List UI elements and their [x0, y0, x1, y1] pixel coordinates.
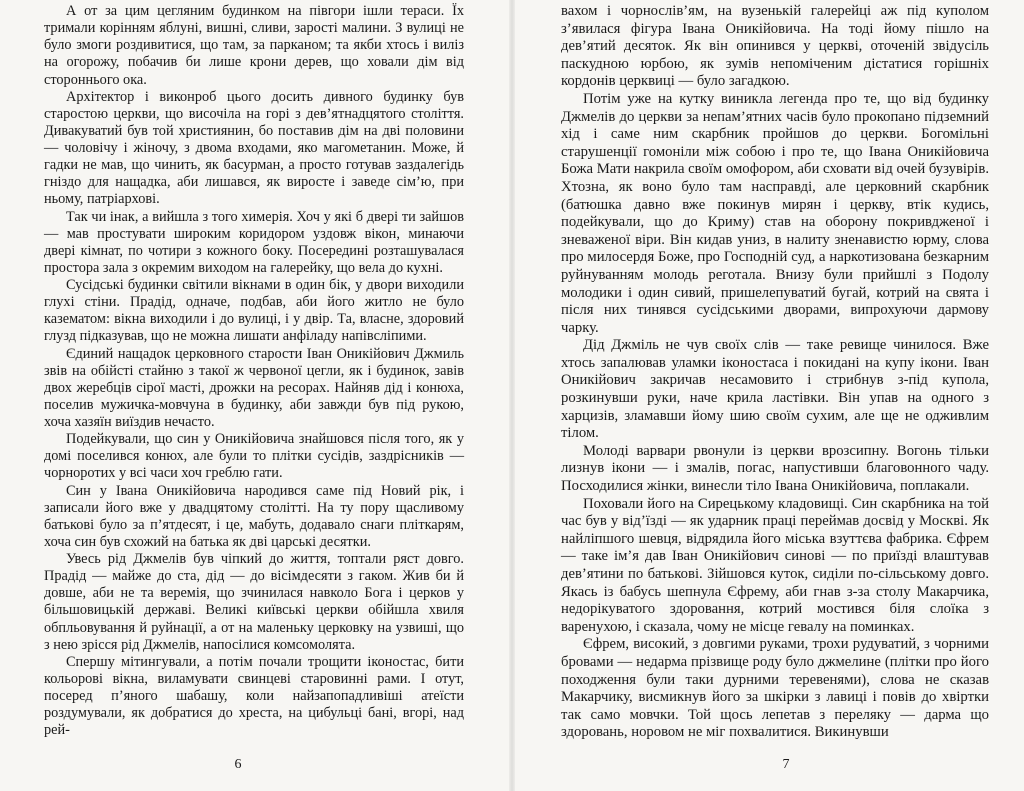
paragraph: Єфрем, високий, з довгими руками, трохи рудуватий, з чорними бровами — недарма прізвище роду було джмелине (плітки про його походження були таки дурними теревенями), слова не сказав Макарчику, висмикнув його за шкірки з лавиці і повів до хвіртки так само мовчки. Той щось лепетав з переляку — дарма що здоровань, норовом не міг похвалитися. Викинувши [561, 636, 989, 741]
right-page [512, 0, 1024, 791]
page-number: 7 [782, 757, 790, 772]
paragraph: Поховали його на Сирецькому кладовищі. Син скарбника на той час був у від’їзді — як ударник праці переймав досвід у Москві. Як найліпшого шевця, відрядила його міська взуттєва фабрика. Єфрем — таке ім’я дав Іван Оникійович синові — по приїзді влаштував дев’ятини по батькові. Зійшовся куток, сиділи по-сільському довго. Якась із бабусь шепнула Єфрему, аби гнав з-за столу Макарчика, недорікуватого здоровання, котрий мостився біля слоїка з варенухою, і сказала, чому не місце гевалу на поминках. [561, 495, 989, 635]
paragraph: Подейкували, що син у Оникійовича знайшовся після того, як у домі поселився конюх, але були то плітки сусідів, заздрісників — чорноротих у всі часи хоч греблю гати. [44, 431, 464, 482]
paragraph: Спершу мітингували, а потім почали трощити іконостас, бити кольорові вікна, виламувати свинцеві старовинні рами. І отут, посеред п’яного шабашу, коли найзапопадливіші атеїсти роздумували, як добратися до хреста, на цибульці бані, вгорі, над рей- [44, 653, 464, 739]
paragraph: А от за цим цегляним будинком на півгори ішли тераси. Їх тримали корінням яблуні, вишні, сливи, зарості малини. З вулиці не було змоги роздивитися, що там, за парканом; та якби хтось і виліз на огорожу, побачив би лише крони дерев, що ховали дім від стороннього ока. [44, 3, 464, 88]
page-number: 6 [234, 757, 242, 772]
paragraph: Сусідські будинки світили вікнами в один бік, у двори виходили глухі стіни. Прадід, одначе, подбав, аби його житло не було казематом: вікна виходили і до вулиці, і у двір. Та, власне, здоровий глузд підказував, що не можна лишати анфіладу напівсліпими. [44, 277, 464, 345]
paragraph: Дід Джміль не чув своїх слів — таке ревище чинилося. Вже хтось запалював уламки іконостаса і покидані на купу ікони. Іван Оникійович закричав несамовито і стрибнув з-під купола, розкинувши руки, наче крила ластівки. Він упав на одного з харцизів, зламавши йому шию своїм сухим, але ще не одживлим тілом. [561, 337, 989, 442]
paragraph: Син у Івана Оникійовича народився саме під Новий рік, і записали його вже у двадцятому столітті. На ту пору щасливому батькові було за п’ятдесят, і це, мабуть, додавало снаги пліткарям, хоча син був схожий на батька як дві царські десятки. [44, 482, 464, 550]
paragraph: Єдиний нащадок церковного старости Іван Оникійович Джмиль звів на обійсті стайню з такої ж червоної цегли, як і будинок, завів двох жеребців сірої масті, дрожки на ресорах. Найняв дід і конюха, поселив мужичка-мовчуна в будинку, аби завжди був під рукою, хоча хазяїн виїздив нечасто. [44, 345, 464, 430]
paragraph: Архітектор і виконроб цього досить дивного будинку був старостою церкви, що височіла на горі з дев’ятнадцятого століття. Дивакуватий був той християнин, бо поставив дім на дві половини — чоловічу і жіночу, з двома входами, яко магометанин. Може, й гадки не мав, що чинить, як басурман, а просто готував заздалегідь гніздо для нащадка, аби лишався, як виросте і заведе сім’ю, при ньому, патріархові. [44, 88, 464, 208]
paragraph: Потім уже на кутку виникла легенда про те, що від будинку Джмелів до церкви за непам’ятних часів було прокопано підземний хід і саме ним скарбник пройшов до церкви. Богомільні старушенції гомоніли між собою і про те, що Івана Оникійовича Божа Мати накрила своїм омофором, аби сховати від очей бузувірів. Хтозна, як воно було там насправді, але церковний скарбник (батюшка давно вже покинув мирян і церкву, втік кудись, подейкували, що до Криму) став на оборону покривдженої і зневаженої віри. Він кидав униз, в налиту зненавистю юрму, слова про милосердя Боже, про Господній суд, а наркотизована безкарним руйнуванням молодь реготала. Внизу були прийшлі з Подолу молодики і один сивий, пришелепуватий бугай, котрий на свята і після них тинявся сусідськими дворами, випрохуючи дармову чарку. [561, 90, 989, 336]
paragraph: Молоді варвари рвонули із церкви врозсипну. Вогонь тільки лизнув ікони — і змалів, погас, напустивши благовонного чаду. Посходилися жінки, винесли тіло Івана Оникійовича, поплакали. [561, 442, 989, 495]
right-page-text [561, 3, 989, 742]
left-page-text [44, 3, 464, 739]
paragraph-continued: вахом і чорнослів’ям, на вузенькій галерейці аж під куполом з’явилася фігура Івана Оникійовича. На тоді йому пішло на дев’ятий десяток. Як він опинився у церкві, оточеній звідусіль паскудною юрбою, як зумів непоміченим дістатися горішніх кордонів церквиці — було загадкою. [561, 3, 989, 90]
paragraph: Так чи інак, а вийшла з того химерія. Хоч у які б двері ти зайшов — мав простувати широким коридором уздовж вікон, минаючи двері кімнат, по чотири з кожного боку. Посередині розташувалася простора зала з окремим виходом на галерейку, що вела до кухні. [44, 208, 464, 276]
paragraph: Увесь рід Джмелів був чіпкий до життя, топтали ряст довго. Прадід — майже до ста, дід — до вісімдесяти з гаком. Жив би й довше, аби не та веремія, що зчинилася навколо Бога і церков у більшовицькій державі. Великі київські церкви обійшла хвиля обпльовування й руйнації, а от на маленьку церковку на узвиші, що з нею зрісся рід Джмелів, напосілися комсомолята. [44, 551, 464, 653]
